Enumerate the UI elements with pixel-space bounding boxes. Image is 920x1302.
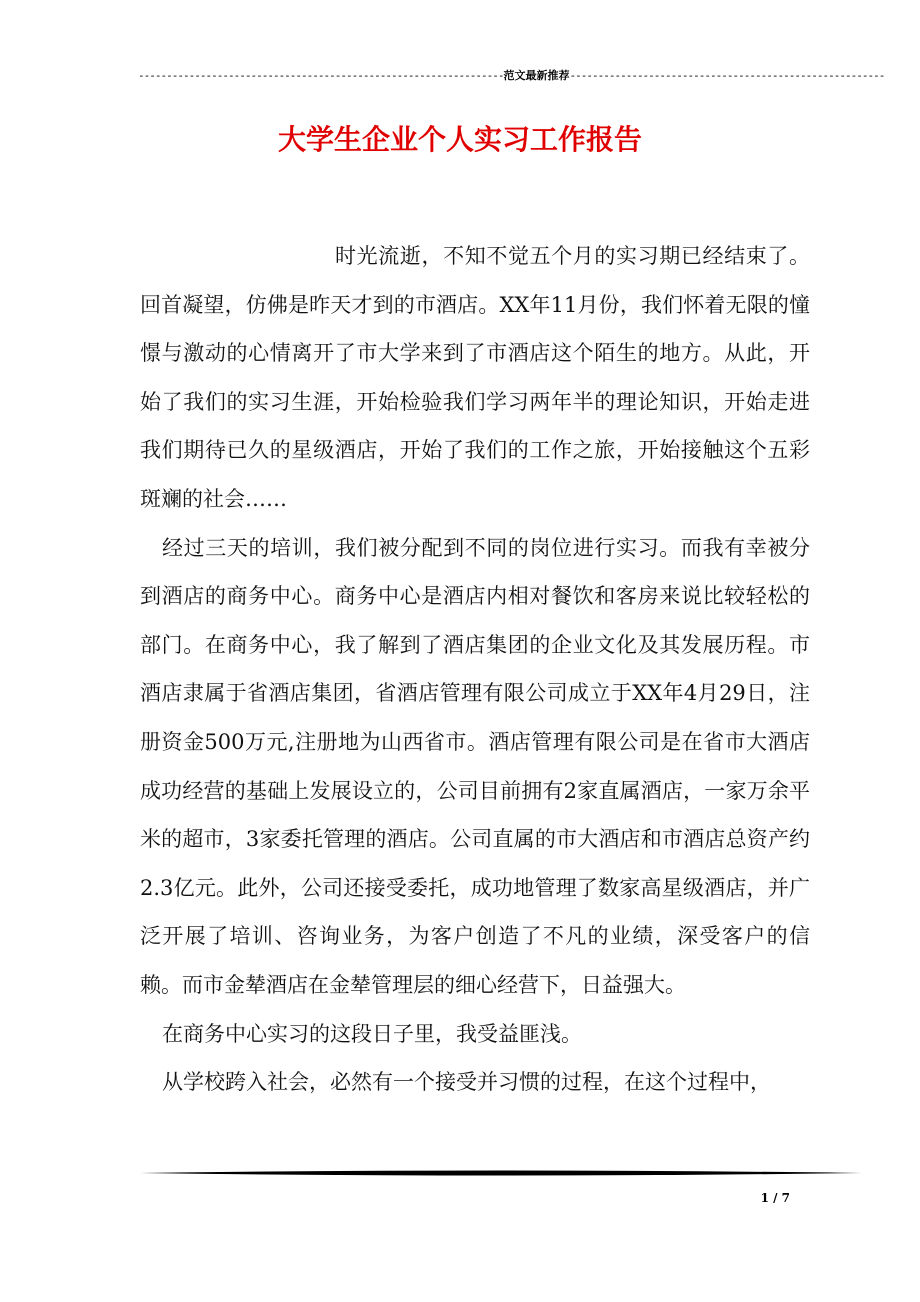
document-title: 大学生企业个人实习工作报告 bbox=[277, 123, 642, 156]
page-number: 1 / 7 bbox=[760, 1191, 790, 1205]
header-rule bbox=[138, 66, 885, 86]
header-dashes-right: -------------------------------------------------------- bbox=[569, 69, 885, 82]
paragraph-4: 从学校跨入社会，必然有一个接受并习惯的过程，在这个过程中， bbox=[162, 1070, 771, 1095]
paragraph-1: 时光流逝，不知不觉五个月的实习期已经结束了。回首凝望，仿佛是昨天才到的市酒店。XX年11月份，我们怀着无限的憧憬与激动的心情离开了市大学来到了市酒店这个陌生的地方。从此，开始了我们的实习生涯，开始检验我们学习两年半的理论知识，开始走进我们期待已久的星级酒店，开始了我们的工作之旅，开始接触这个五彩斑斓的社会…… bbox=[140, 244, 810, 511]
header-label: 范文最新推荐 bbox=[503, 69, 570, 82]
header-dashes-left: ----------------------------------------------------------------- bbox=[138, 69, 504, 82]
paragraph-3: 在商务中心实习的这段日子里，我受益匪浅。 bbox=[162, 1021, 582, 1046]
paragraph-2: 经过三天的培训，我们被分配到不同的岗位进行实习。而我有幸被分到酒店的商务中心。商务中心是酒店内相对餐饮和客房来说比较轻松的部门。在商务中心，我了解到了酒店集团的企业文化及其发展历程。市酒店隶属于省酒店集团，省酒店管理有限公司成立于XX年4月29日，注册资金500万元,注册地为山西省市。酒店管理有限公司是在省市大酒店成功经营的基础上发展设立的，公司目前拥有2家直属酒店，一家万余平米的超市，3家委托管理的酒店。公司直属的市大酒店和市酒店总资产约2.3亿元。此外，公司还接受委托，成功地管理了数家高星级酒店，并广泛开展了培训、咨询业务，为客户创造了不凡的业绩，深受客户的信赖。而市金辇酒店在金辇管理层的细心经营下，日益强大。 bbox=[140, 535, 810, 997]
footer-divider bbox=[140, 1168, 862, 1178]
document-body bbox=[140, 232, 810, 1107]
